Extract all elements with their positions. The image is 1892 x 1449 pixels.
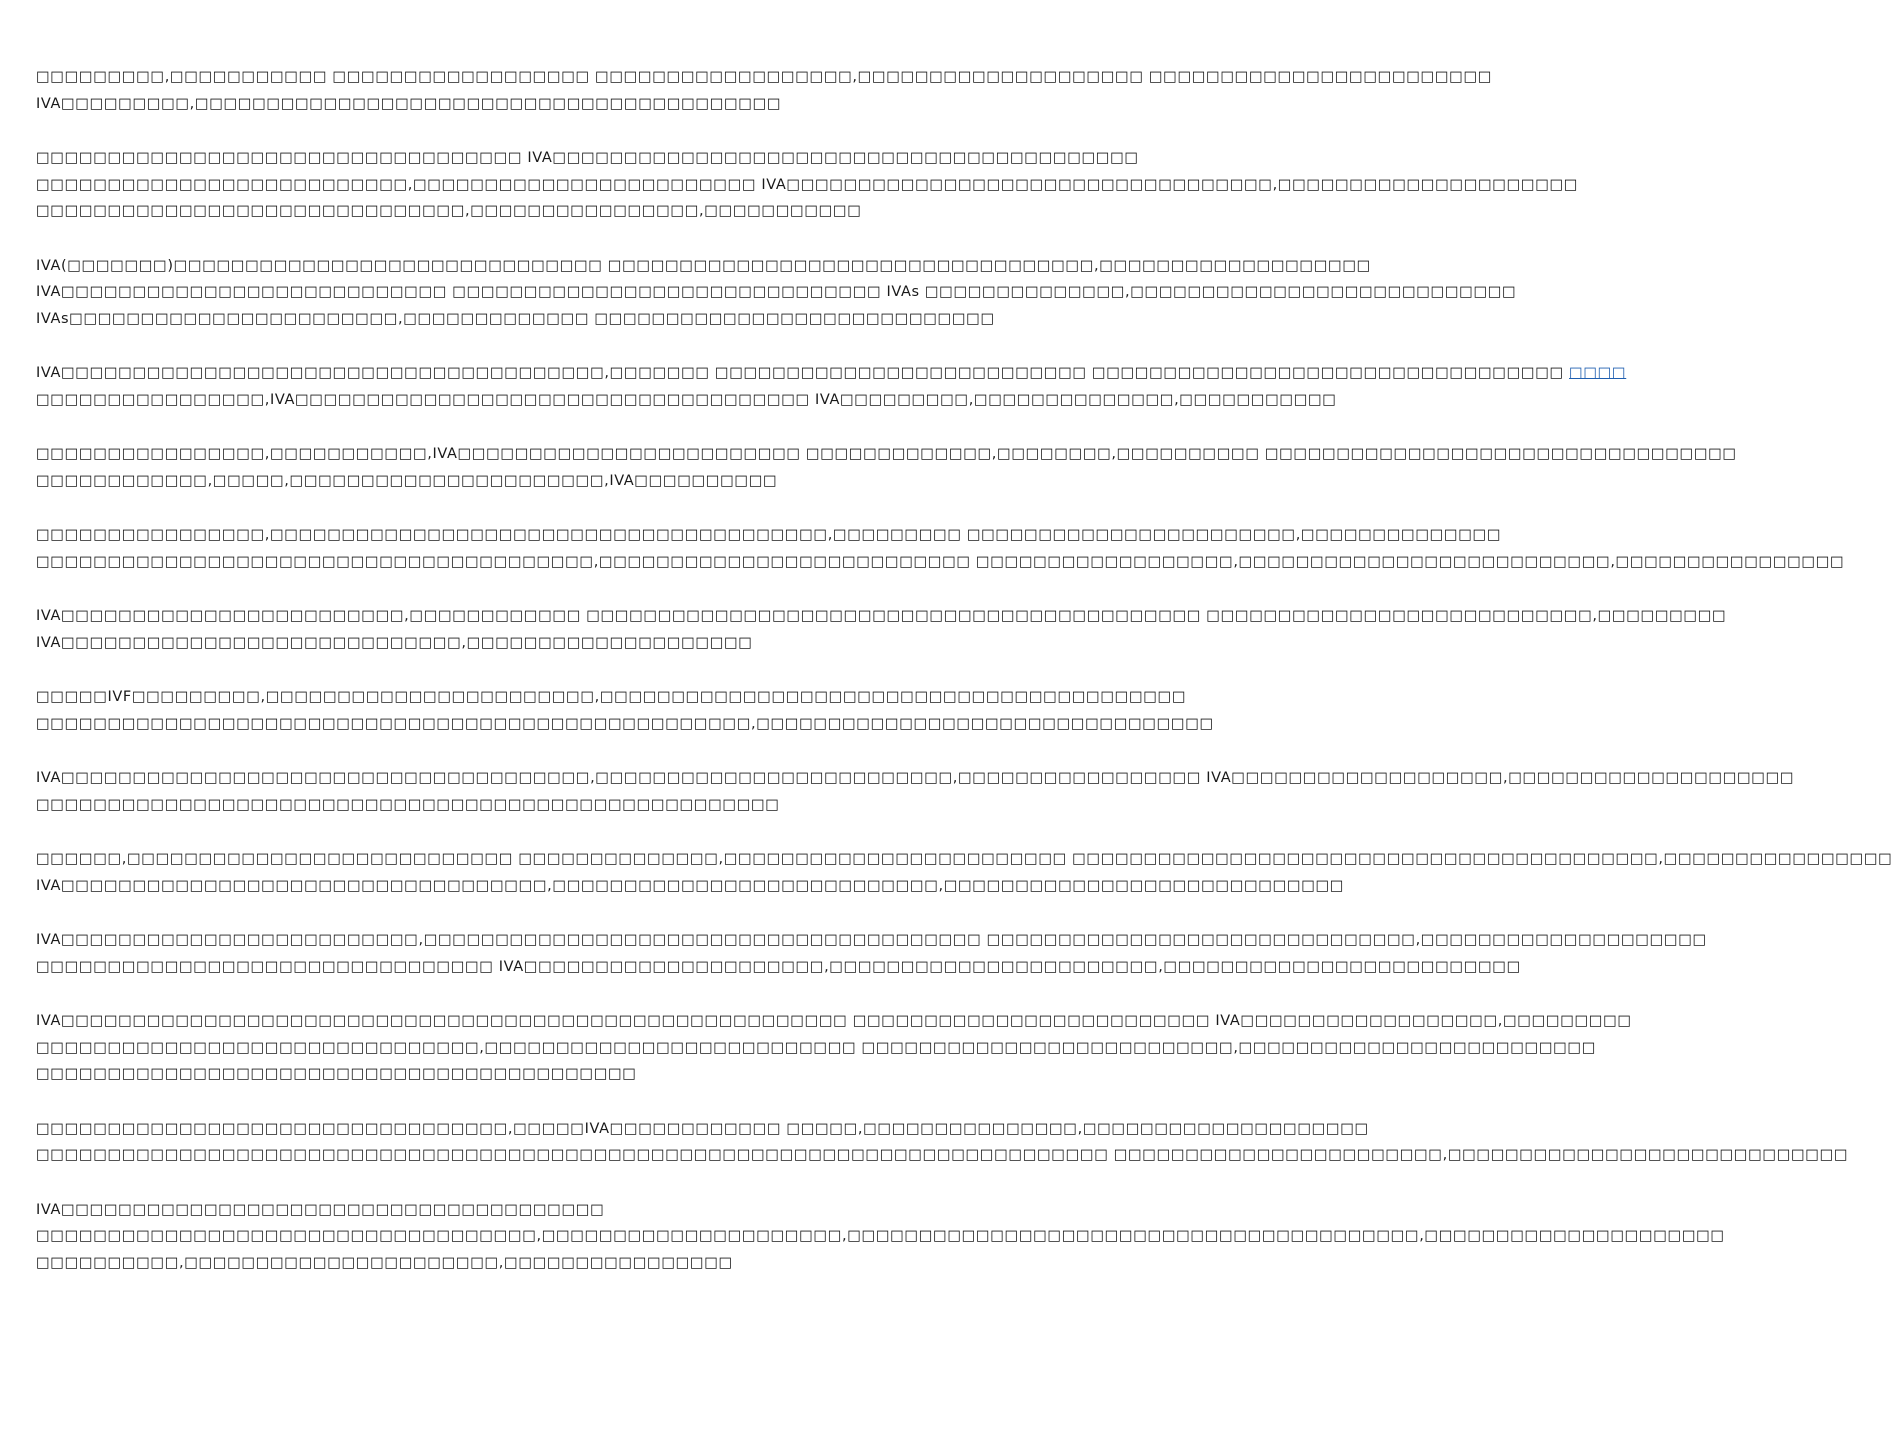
paragraph-line: □□□□□□□□□□□□□□□□□□□□□□□□□□□□□□,□□□□□□□□□□□□□□□□,□□□□□□□□□□□ bbox=[36, 203, 862, 219]
inline-link[interactable]: □□□□ bbox=[1569, 365, 1627, 381]
paragraph-line: IVA□□□□□□□□□□□□□□□□□□□□□□□□□□□□□□□□□□□□□□□□□□□□□□□□□□□□□□□ □□□□□□□□□□□□□□□□□□□□□□□□□ IVA□□□□□□□□□□□□□□□□□□,□□□□□□□□□ bbox=[36, 1013, 1632, 1029]
paragraph-line: □□□□□□□□□□□□□□□□,□□□□□□□□□□□□□□□□□□□□□□□□□□□□□□□□□□□□□□□,□□□□□□□□□ □□□□□□□□□□□□□□□□□□□□□□□,□□□□□□□□□□□□□□ bbox=[36, 527, 1502, 543]
paragraph-line: IVA□□□□□□□□□□□□□□□□□□□□□□□□□□□□□□□□□□□□□□ bbox=[36, 1201, 605, 1218]
paragraph-line: □□□□□□□□□□□□□□□□□□□□□□□□□□□□□□□□□□ IVA□□□□□□□□□□□□□□□□□□□□□□□□□□□□□□□□□□□□□□□□□ bbox=[36, 150, 1139, 166]
paragraph-line: □□□□□□□□□,□□□□□□□□□□□ □□□□□□□□□□□□□□□□□□ □□□□□□□□□□□□□□□□□□,□□□□□□□□□□□□□□□□□□□□ □□□□□□□□□□□□□□□□□□□□□□□□ bbox=[36, 69, 1493, 85]
paragraph-line: □□□□□□□□□□□□□□□□□□□□□□□□□□□□□□□□□□□□□□□□□□□□□□□□□□,□□□□□□□□□□□□□□□□□□□□□□□□□□□□□□□□ bbox=[36, 715, 1214, 732]
paragraph-6 bbox=[36, 522, 1845, 575]
paragraph-line: IVAs□□□□□□□□□□□□□□□□□□□□□□□,□□□□□□□□□□□□□ □□□□□□□□□□□□□□□□□□□□□□□□□□□□ bbox=[36, 310, 995, 327]
paragraph-7 bbox=[36, 603, 1727, 656]
paragraph-14 bbox=[36, 1197, 1725, 1277]
paragraph-11 bbox=[36, 927, 1707, 980]
paragraph-line: □□□□□□□□□□□□□□□□□□□□□□□□□□□□□□□□□□□□□□□□□□□□□□□□□□□□ bbox=[36, 796, 780, 813]
paragraph-line-text: IVA□□□□□□□□□□□□□□□□□□□□□□□□□□□□□□□□□□□□□□,□□□□□□□ □□□□□□□□□□□□□□□□□□□□□□□□□□ □□□□□□□□□□□□□□□□□□□□□□□□□□□□□□□□□ bbox=[36, 365, 1564, 381]
paragraph-line: IVA□□□□□□□□□□□□□□□□□□□□□□□□,□□□□□□□□□□□□ □□□□□□□□□□□□□□□□□□□□□□□□□□□□□□□□□□□□□□□□□□□ □□□□□□□□□□□□□□□□□□□□□□□□□□□,□□□□□□□□□ bbox=[36, 608, 1727, 624]
paragraph-line-with-link bbox=[36, 360, 1627, 387]
paragraph-3 bbox=[36, 253, 1517, 333]
paragraph-line: □□□□□□□□□□□□□□□□,IVA□□□□□□□□□□□□□□□□□□□□□□□□□□□□□□□□□□□□ IVA□□□□□□□□□,□□□□□□□□□□□□□□,□□□□□□□□□□□ bbox=[36, 391, 1337, 408]
paragraph-line: IVA□□□□□□□□□□□□□□□□□□□□□□□□□□□□□□□□□□,□□□□□□□□□□□□□□□□□□□□□□□□□□□,□□□□□□□□□□□□□□□□□□□□□□□□□□□□ bbox=[36, 877, 1345, 894]
paragraph-12 bbox=[36, 1008, 1632, 1088]
paragraph-line: □□□□□□□□□□□□□□□□□□□□□□□□□□□□□□□□□□□□□□□,□□□□□□□□□□□□□□□□□□□□□□□□□□ □□□□□□□□□□□□□□□□□□,□□□□□□□□□□□□□□□□□□□□□□□□□□,□□□□□□□□□□□□□□□□ bbox=[36, 553, 1845, 570]
paragraph-line: □□□□□□□□□□□□□□□□,□□□□□□□□□□□,IVA□□□□□□□□□□□□□□□□□□□□□□□□ □□□□□□□□□□□□□,□□□□□□□□,□□□□□□□□□□ □□□□□□□□□□□□□□□□□□□□□□□□□□□□□□□□□ bbox=[36, 446, 1737, 462]
paragraph-line: IVA□□□□□□□□□□□□□□□□□□□□□□□□□□□□,□□□□□□□□□□□□□□□□□□□□ bbox=[36, 634, 753, 651]
paragraph-line: □□□□□□□□□□□□□□□□□□□□□□□□□□□□□□□□□,□□□□□IVA□□□□□□□□□□□□ □□□□□,□□□□□□□□□□□□□□□,□□□□□□□□□□□□□□□□□□□□ bbox=[36, 1120, 1369, 1137]
paragraph-1 bbox=[36, 64, 1493, 117]
paragraph-2 bbox=[36, 145, 1579, 225]
paragraph-line: □□□□□□,□□□□□□□□□□□□□□□□□□□□□□□□□□□ □□□□□□□□□□□□□□,□□□□□□□□□□□□□□□□□□□□□□□□ □□□□□□□□□□□□□□□□□□□□□□□□□□□□□□□□□□□□□□□□□,□□□□□□□□□□□□□□□□ bbox=[36, 851, 1892, 867]
paragraph-line: □□□□□□□□□□□□□□□□□□□□□□□□□□□□□□□,□□□□□□□□□□□□□□□□□□□□□□□□□□ □□□□□□□□□□□□□□□□□□□□□□□□□□,□□□□□□□□□□□□□□□□□□□□□□□□□ bbox=[36, 1039, 1597, 1056]
paragraph-5 bbox=[36, 441, 1737, 494]
paragraph-line: □□□□□□□□□□,□□□□□□□□□□□□□□□□□□□□□□,□□□□□□□□□□□□□□□□ bbox=[36, 1254, 733, 1271]
paragraph-line: □□□□□□□□□□□□□□□□□□□□□□□□□□□□□□□□□□□□□□□□□□□□□□□□□□□□□□□□□□□□□□□□□□□□□□□□□□□ □□□□□□□□□□□□□□□□□□□□□□□,□□□□□□□□□□□□□□□□□□□□□□□□□□□□ bbox=[36, 1147, 1849, 1163]
paragraph-line: □□□□□□□□□□□□□□□□□□□□□□□□□□□□□□□□□□□□□□□□□□ bbox=[36, 1066, 637, 1082]
paragraph-line: □□□□□IVF□□□□□□□□□,□□□□□□□□□□□□□□□□□□□□□□□,□□□□□□□□□□□□□□□□□□□□□□□□□□□□□□□□□□□□□□□□□ bbox=[36, 689, 1187, 705]
paragraph-line: □□□□□□□□□□□□,□□□□□,□□□□□□□□□□□□□□□□□□□□□□,IVA□□□□□□□□□□ bbox=[36, 472, 778, 489]
paragraph-4 bbox=[36, 360, 1627, 413]
paragraph-13 bbox=[36, 1116, 1849, 1169]
paragraph-line: IVA□□□□□□□□□,□□□□□□□□□□□□□□□□□□□□□□□□□□□□□□□□□□□□□□□□□ bbox=[36, 95, 782, 112]
paragraph-8 bbox=[36, 684, 1214, 737]
paragraph-line: IVA□□□□□□□□□□□□□□□□□□□□□□□□□□□□□□□□□□□□□,□□□□□□□□□□□□□□□□□□□□□□□□□,□□□□□□□□□□□□□□□□□ IVA□□□□□□□□□□□□□□□□□□□,□□□□□□□□□□□□□□□□□□□□ bbox=[36, 770, 1795, 786]
paragraph-line: IVA□□□□□□□□□□□□□□□□□□□□□□□□□□□ □□□□□□□□□□□□□□□□□□□□□□□□□□□□□□ IVAs □□□□□□□□□□□□□□,□□□□□□□□□□□□□□□□□□□□□□□□□□□ bbox=[36, 284, 1517, 300]
document-body bbox=[36, 64, 1892, 1304]
paragraph-line: IVA(□□□□□□□)□□□□□□□□□□□□□□□□□□□□□□□□□□□□□□ □□□□□□□□□□□□□□□□□□□□□□□□□□□□□□□□□□,□□□□□□□□□□□□□□□□□□□ bbox=[36, 257, 1371, 274]
paragraph-9 bbox=[36, 765, 1795, 818]
paragraph-10 bbox=[36, 846, 1892, 899]
paragraph-line: □□□□□□□□□□□□□□□□□□□□□□□□□□,□□□□□□□□□□□□□□□□□□□□□□□□ IVA□□□□□□□□□□□□□□□□□□□□□□□□□□□□□□□□□□,□□□□□□□□□□□□□□□□□□□□□ bbox=[36, 176, 1579, 193]
paragraph-line: □□□□□□□□□□□□□□□□□□□□□□□□□□□□□□□□ IVA□□□□□□□□□□□□□□□□□□□□□,□□□□□□□□□□□□□□□□□□□□□□□,□□□□□□□□□□□□□□□□□□□□□□□□□ bbox=[36, 958, 1521, 975]
paragraph-line: IVA□□□□□□□□□□□□□□□□□□□□□□□□□,□□□□□□□□□□□□□□□□□□□□□□□□□□□□□□□□□□□□□□□ □□□□□□□□□□□□□□□□□□□□□□□□□□□□□□,□□□□□□□□□□□□□□□□□□□□ bbox=[36, 932, 1707, 948]
paragraph-line: □□□□□□□□□□□□□□□□□□□□□□□□□□□□□□□□□□□,□□□□□□□□□□□□□□□□□□□□□,□□□□□□□□□□□□□□□□□□□□□□□□□□□□□□□□□□□□□□□□,□□□□□□□□□□□□□□□□□□□□□ bbox=[36, 1228, 1725, 1244]
